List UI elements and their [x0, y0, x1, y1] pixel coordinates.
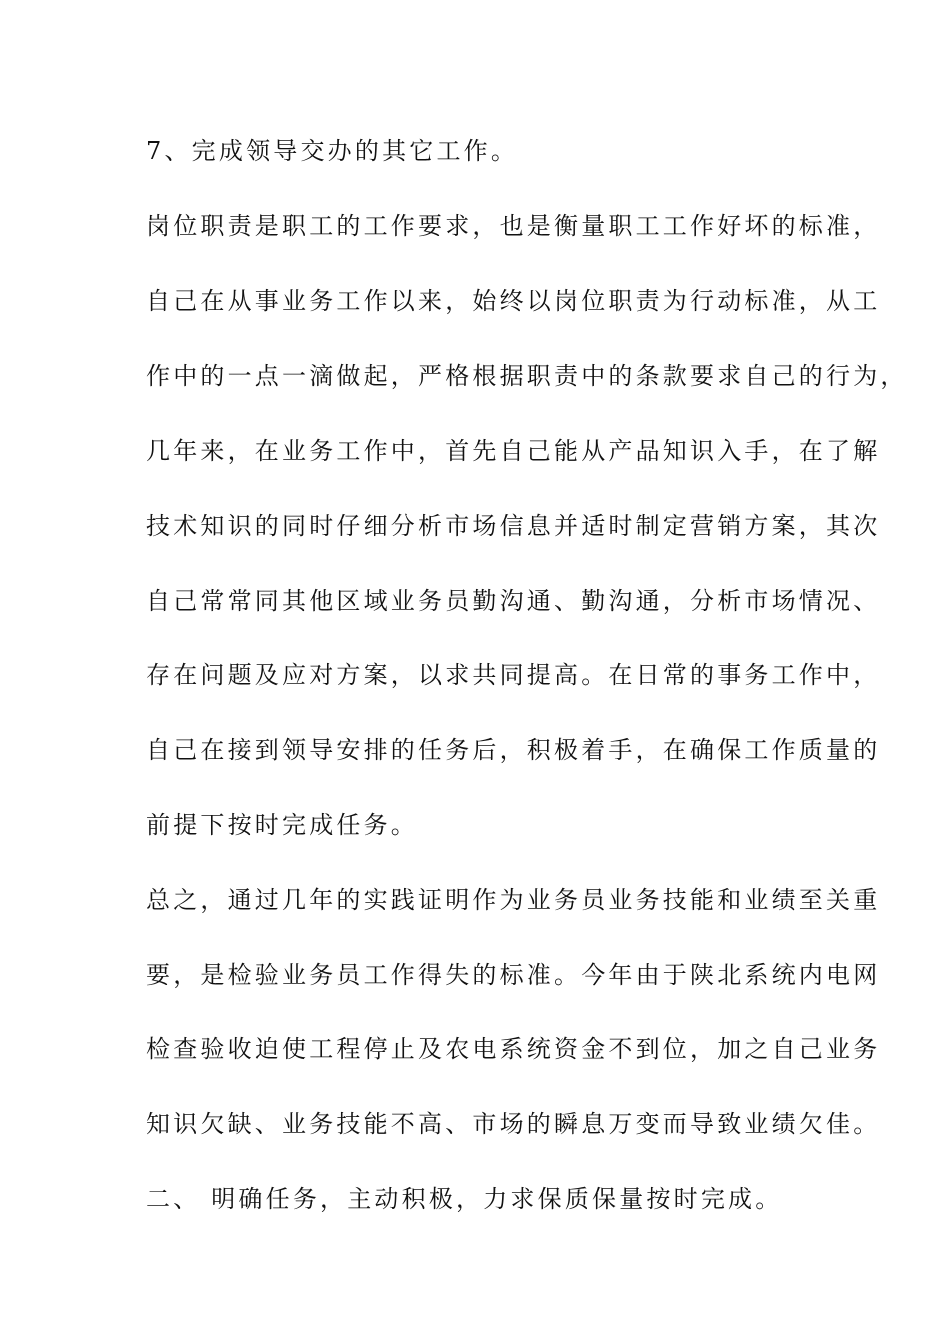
text-line: 作中的一点一滴做起，严格根据职责中的条款要求自己的行为，	[146, 362, 908, 390]
text-line: 自己在接到领导安排的任务后，积极着手，在确保工作质量的	[146, 736, 881, 764]
text-line-duty-standard: 岗位职责是职工的工作要求，也是衡量职工工作好坏的标准，	[146, 212, 881, 240]
text-line: 自己常常同其他区域业务员勤沟通、勤沟通，分析市场情况、	[146, 587, 881, 615]
text-line: 几年来，在业务工作中，首先自己能从产品知识入手，在了解	[146, 437, 881, 465]
section-heading-two: 二、 明确任务，主动积极，力求保质保量按时完成。	[146, 1185, 783, 1213]
text-line: 要，是检验业务员工作得失的标准。今年由于陕北系统内电网	[146, 961, 881, 989]
text-line-item-7: 7、完成领导交办的其它工作。	[146, 137, 519, 165]
text-line: 自己在从事业务工作以来，始终以岗位职责为行动标准，从工	[146, 287, 881, 315]
text-line: 前提下按时完成任务。	[146, 811, 418, 839]
text-line-summary: 总之，通过几年的实践证明作为业务员业务技能和业绩至关重	[146, 886, 881, 914]
text-line: 技术知识的同时仔细分析市场信息并适时制定营销方案，其次	[146, 512, 881, 540]
text-line: 知识欠缺、业务技能不高、市场的瞬息万变而导致业绩欠佳。	[146, 1110, 881, 1138]
text-line: 检查验收迫使工程停止及农电系统资金不到位，加之自己业务	[146, 1035, 881, 1063]
text-line: 存在问题及应对方案，以求共同提高。在日常的事务工作中，	[146, 661, 881, 689]
